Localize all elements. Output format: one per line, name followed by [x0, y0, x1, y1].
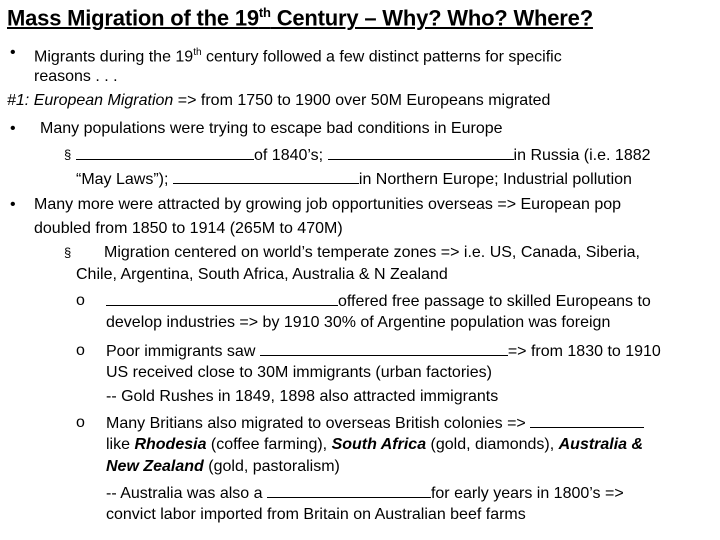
text-line: [106, 290, 651, 313]
text-line: [106, 340, 661, 363]
bullet-dot: •: [10, 196, 16, 213]
slide-title: [7, 5, 593, 31]
fill-in-blank[interactable]: [106, 290, 338, 306]
text-span: -- Australia was also a: [106, 485, 267, 502]
bullet-circle: o: [76, 414, 85, 431]
text-line: Many more were attracted by growing job opportunities overseas => European pop: [34, 196, 622, 213]
text-line: Chile, Argentina, South Africa, Australia & N Zealand: [76, 266, 448, 283]
section-heading: [7, 90, 550, 112]
bullet-dot: •: [10, 44, 16, 61]
text-span: for early years in 1800’s =>: [430, 485, 624, 502]
bullet-square: §: [64, 147, 72, 162]
title-text-rest: Century – Why? Who? Where?: [270, 5, 593, 31]
fill-in-blank[interactable]: [267, 482, 431, 498]
fill-in-blank[interactable]: [530, 412, 644, 428]
text-span: Poor immigrants saw: [106, 343, 260, 360]
title-superscript: th: [258, 5, 271, 20]
bullet-circle: o: [76, 292, 85, 309]
text-span: in Northern Europe; Industrial pollution: [358, 171, 632, 188]
text-span: offered free passage to skilled Europeans to: [338, 293, 651, 310]
text-span: of 1840’s;: [254, 147, 328, 164]
heading-italic: #1: European Migration: [7, 92, 174, 109]
text-line: reasons . . .: [34, 68, 118, 85]
text-span: (gold, pastoralism): [203, 458, 340, 475]
text-line: doubled from 1850 to 1914 (265M to 470M): [34, 220, 343, 237]
superscript: th: [193, 47, 202, 58]
text-line: [76, 168, 632, 191]
text-span: like: [106, 436, 135, 453]
text-span: “May Laws”);: [76, 171, 173, 188]
text-span: => from 1830 to 1910: [507, 343, 661, 360]
text-span: => from 1750 to 1900 over 50M Europeans migrated: [173, 92, 551, 109]
text-line: Many populations were trying to escape bad conditions in Europe: [40, 120, 503, 137]
title-text: Mass Migration of the 19: [7, 5, 259, 31]
text-line: Migration centered on world’s temperate zones => i.e. US, Canada, Siberia,: [104, 244, 640, 261]
text-span: (gold, diamonds),: [426, 436, 559, 453]
bullet-square: §: [64, 245, 72, 260]
fill-in-blank[interactable]: [328, 144, 514, 160]
place-name: Rhodesia: [134, 436, 207, 453]
place-name: New Zealand: [106, 458, 204, 475]
text-span: in Russia (i.e. 1882: [513, 147, 651, 164]
place-name: South Africa: [331, 436, 427, 453]
place-name: Australia &: [558, 436, 644, 453]
text-line: [106, 434, 643, 456]
text-span: century followed a few distinct patterns for specific: [201, 48, 562, 66]
text-line: develop industries => by 1910 30% of Argentine population was foreign: [106, 314, 611, 331]
bullet-circle: o: [76, 342, 85, 359]
fill-in-blank[interactable]: [260, 340, 508, 356]
text-line: convict labor imported from Britain on Australian beef farms: [106, 506, 526, 523]
bullet-dot: •: [10, 120, 16, 137]
fill-in-blank[interactable]: [173, 168, 359, 184]
text-line: [106, 412, 644, 435]
text-line: [76, 144, 651, 167]
text-span: (coffee farming),: [206, 436, 332, 453]
text-line: [106, 456, 340, 478]
text-span: Many Britians also migrated to overseas British colonies =>: [106, 415, 531, 432]
text-line: -- Gold Rushes in 1849, 1898 also attracted immigrants: [106, 388, 499, 405]
text-line: [34, 42, 562, 68]
text-line: US received close to 30M immigrants (urban factories): [106, 364, 492, 381]
text-span: Migrants during the 19: [34, 48, 194, 66]
fill-in-blank[interactable]: [76, 144, 254, 160]
text-line: [106, 482, 624, 505]
